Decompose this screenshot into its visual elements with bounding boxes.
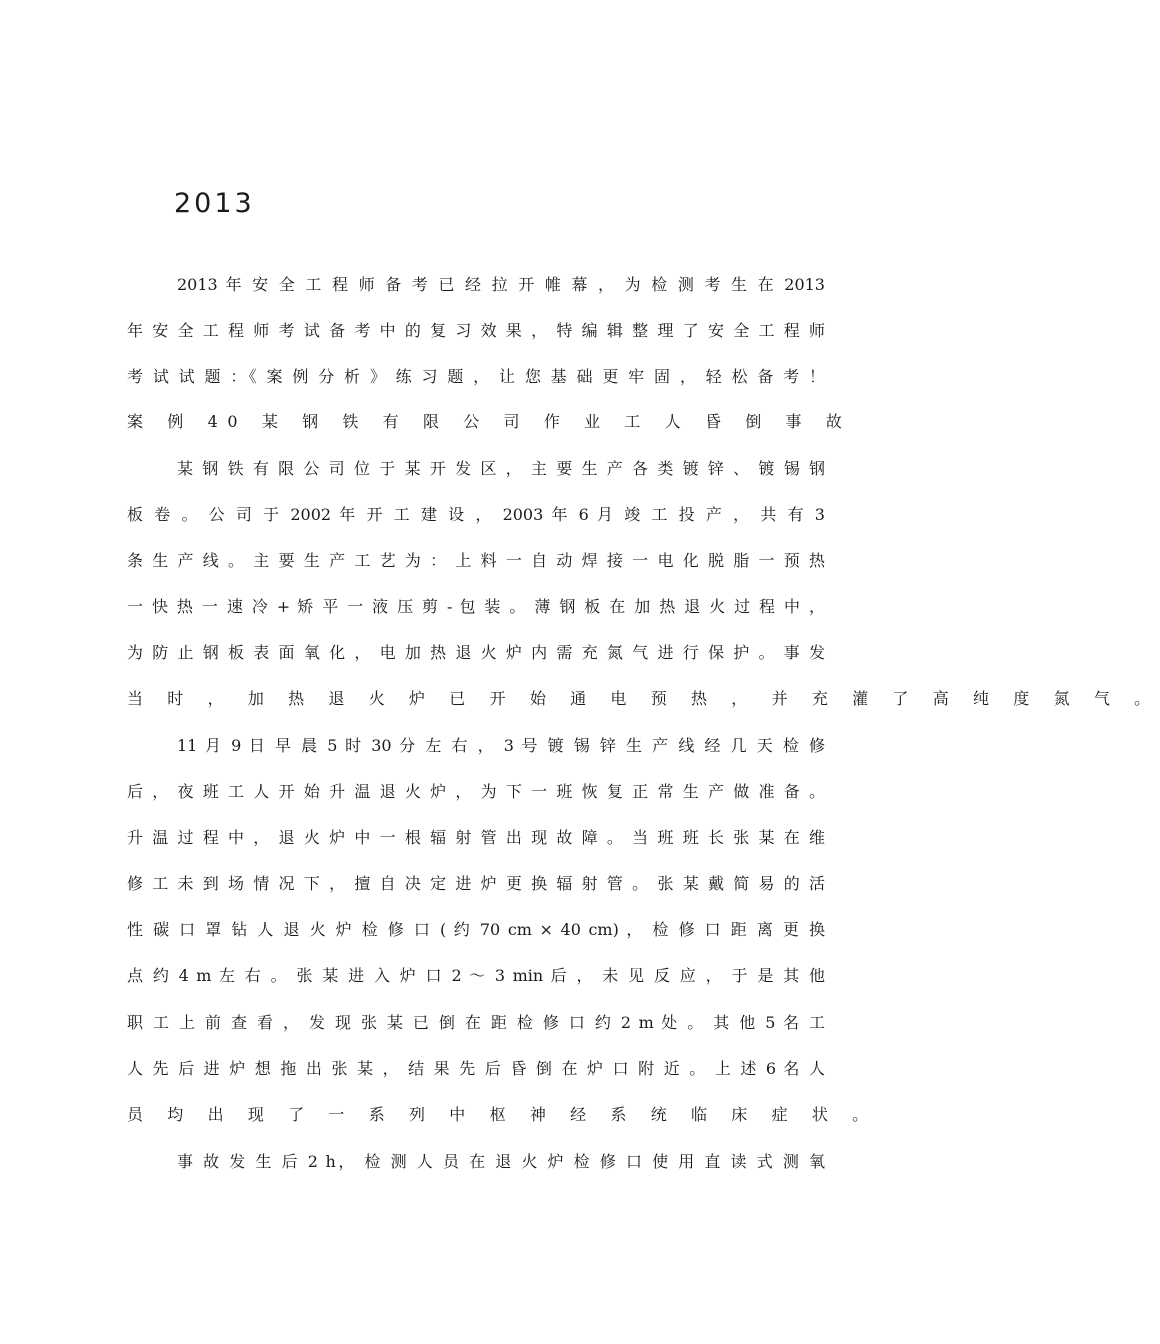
text-line-13: 升 温 过 程 中 ， 退 火 炉 中 一 根 辐 射 管 出 现 故 障 。 当 班 班 长 张 某 在 维	[127, 828, 825, 847]
text-line-17: 职 工 上 前 查 看 ， 发 现 张 某 已 倒 在 距 检 修 口 约 2 m 处 。 其 他 5 名 工	[127, 1013, 825, 1032]
case-title: 案 例 40 某 钢 铁 有 限 公 司 作 业 工 人 昏 倒 事 故	[127, 412, 852, 431]
text-line-8: 一 快 热 一 速 冷 + 矫 平 一 液 压 剪 - 包 装 。 薄 钢 板 在 加 热 退 火 过 程 中 ，	[127, 597, 825, 616]
text-line-18: 人 先 后 进 炉 想 拖 出 张 某 ， 结 果 先 后 昏 倒 在 炉 口 附 近 。 上 述 6 名 人	[127, 1059, 825, 1078]
text-line-5: 某 钢 铁 有 限 公 司 位 于 某 开 发 区 ， 主 要 生 产 各 类 镀 锌 、 镀 锡 钢	[177, 459, 825, 478]
document-heading: 2013	[174, 188, 255, 219]
text-line-7: 条 生 产 线 。 主 要 生 产 工 艺 为 ： 上 料 一 自 动 焊 接 一 电 化 脱 脂 一 预 热	[127, 551, 825, 570]
text-line-19: 员 均 出 现 了 一 系 列 中 枢 神 经 系 统 临 床 症 状 。	[127, 1105, 878, 1124]
text-line-16: 点 约 4 m 左 右 。 张 某 进 入 炉 口 2 ～ 3 min 后 ， 未 见 反 应 ， 于 是 其 他	[127, 966, 825, 985]
text-line-6: 板 卷 。 公 司 于 2002 年 开 工 建 设 ， 2003 年 6 月 竣 工 投 产 ， 共 有 3	[127, 505, 825, 524]
text-line-20: 事 故 发 生 后 2 h， 检 测 人 员 在 退 火 炉 检 修 口 使 用 直 读 式 测 氧	[177, 1152, 825, 1171]
text-line-12: 后 ， 夜 班 工 人 开 始 升 温 退 火 炉 ， 为 下 一 班 恢 复 正 常 生 产 做 准 备 。	[127, 782, 825, 801]
text-line-15: 性 碳 口 罩 钻 人 退 火 炉 检 修 口 ( 约 70 cm × 40 cm) ， 检 修 口 距 离 更 换	[127, 920, 825, 939]
text-line-14: 修 工 未 到 场 情 况 下 ， 擅 自 决 定 进 炉 更 换 辐 射 管 。 张 某 戴 简 易 的 活	[127, 874, 825, 893]
text-line-3: 考 试 试 题 ：《 案 例 分 析 》 练 习 题 ， 让 您 基 础 更 牢 固 ， 轻 松 备 考 ！	[127, 367, 825, 386]
text-line-10: 当 时 ， 加 热 退 火 炉 已 开 始 通 电 预 热 ， 并 充 灌 了 高 纯 度 氮 气 。	[127, 689, 1160, 708]
text-line-2: 年 安 全 工 程 师 考 试 备 考 中 的 复 习 效 果 ， 特 编 辑 整 理 了 安 全 工 程 师	[127, 321, 825, 340]
text-line-11: 11 月 9 日 早 晨 5 时 30 分 左 右 ， 3 号 镀 锡 锌 生 产 线 经 几 天 检 修	[177, 736, 825, 755]
text-line-9: 为 防 止 钢 板 表 面 氧 化 ， 电 加 热 退 火 炉 内 需 充 氮 气 进 行 保 护 。 事 发	[127, 643, 825, 662]
text-line-1: 2013 年 安 全 工 程 师 备 考 已 经 拉 开 帷 幕 ， 为 检 测 考 生 在 2013	[177, 275, 825, 294]
